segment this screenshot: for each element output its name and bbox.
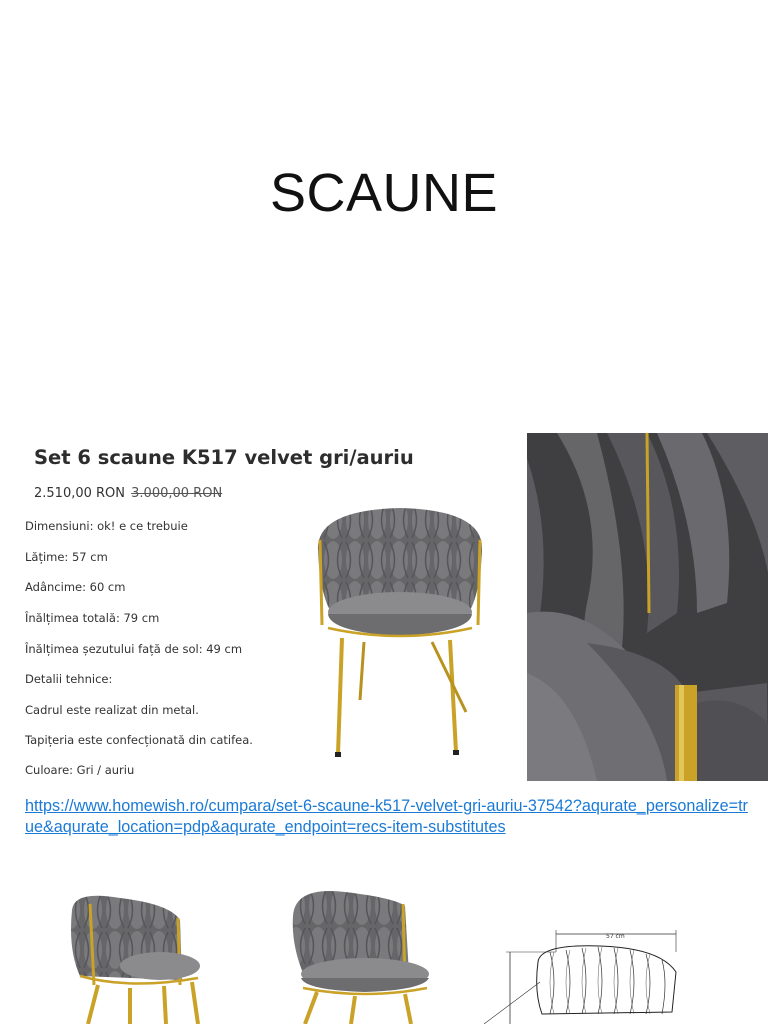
velvet-closeup-photo xyxy=(527,433,768,781)
chair-back-photo xyxy=(60,890,210,1024)
spec-width: Lățime: 57 cm xyxy=(25,550,108,564)
chair-dimension-drawing xyxy=(480,922,720,1024)
old-price: 3.000,00 RON xyxy=(131,486,223,501)
spec-frame: Cadrul este realizat din metal. xyxy=(25,703,199,717)
spec-technical-header: Detalii tehnice: xyxy=(25,672,113,686)
current-price: 2.510,00 RON xyxy=(34,486,126,501)
spec-dimensions: Dimensiuni: ok! e ce trebuie xyxy=(25,519,188,533)
spec-upholstery: Tapițeria este confecționată din catifea. xyxy=(25,733,253,747)
spec-seat-height: Înălțimea șezutului față de sol: 49 cm xyxy=(25,642,243,656)
spec-color: Culoare: Gri / auriu xyxy=(25,763,135,777)
product-price xyxy=(34,486,222,501)
spec-height: Înălțimea totală: 79 cm xyxy=(25,611,160,625)
chair-side-photo xyxy=(285,886,435,1024)
dimension-width-label: 57 cm xyxy=(606,933,625,940)
product-link[interactable]: https://www.homewish.ro/cumpara/set-6-scaune-k517-velvet-gri-auriu-37542?aqurate_personalize=true&aqurate_location=pdp&aqurate_endpoint=recs-item-substitutes xyxy=(25,797,748,836)
chair-front-photo xyxy=(300,500,500,762)
spec-depth: Adâncime: 60 cm xyxy=(25,580,126,594)
product-name: Set 6 scaune K517 velvet gri/auriu xyxy=(34,446,414,469)
page-title: SCAUNE xyxy=(269,163,499,223)
